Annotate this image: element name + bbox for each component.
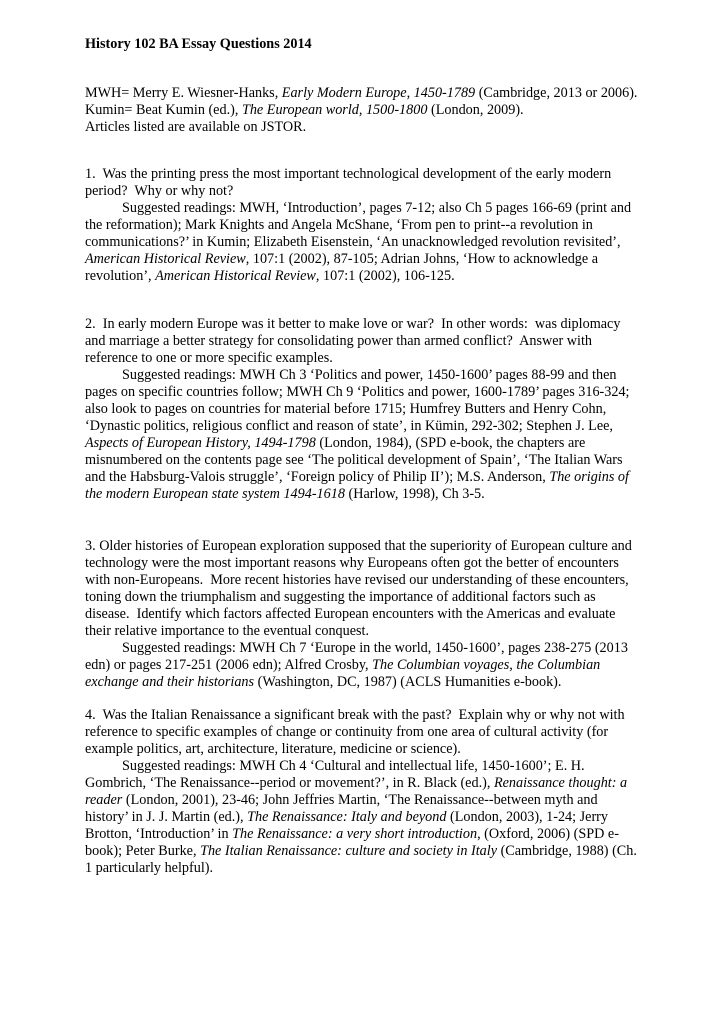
source-note-kumin: Kumin= Beat Kumin (ed.), The European world, 1500-1800 (London, 2009). (85, 102, 524, 118)
source-note-mwh: MWH= Merry E. Wiesner-Hanks, Early Modern Europe, 1450-1789 (Cambridge, 2013 or 2006). (85, 85, 638, 101)
question-4-text: 4. Was the Italian Renaissance a significant break with the past? Explain why or why not with reference to specific examples of change or continuity from one area of cultural activity (for example politics, art, architecture, literature, medicine or science). (85, 707, 629, 757)
question-block-3 (85, 538, 640, 691)
source-abbreviations-section (85, 85, 640, 136)
question-block-4 (85, 707, 640, 877)
question-2-suggested-readings: Suggested readings: MWH Ch 3 ‘Politics and power, 1450-1600’ pages 88-99 and then pages on specific countries follow; MWH Ch 9 ‘Politics and power, 1600-1789’ pages 316-324; also look to pages on countries for material before 1715; Humfrey Butters and Henry Cohn, ‘Dynastic politics, religious conflict and reason of state’, in Kümin, 292-302; Stephen J. Lee, Aspects of European History, 1494-1798 (London, 1984), (SPD e-book, the chapters are misnumbered on the contents page see ‘The political development of Spain’, ‘The Italian Wars and the Habsburg-Valois struggle’, ‘Foreign policy of Philip II’); M.S. Anderson, The origins of the modern European state system 1494-1618 (Harlow, 1998), Ch 3-5. (85, 367, 634, 502)
question-1-text: 1. Was the printing press the most important technological development of the early modern period? Why or why not? (85, 166, 615, 199)
document-title: History 102 BA Essay Questions 2014 (85, 36, 312, 52)
question-block-1 (85, 166, 640, 285)
question-3-text: 3. Older histories of European exploration supposed that the superiority of European culture and technology were the most important reasons why Europeans often got the better of encounters with non-Europeans. More recent histories have revised our understanding of these encounters, toning down the triumphalism and suggesting the importance of additional factors such as disease. Identify which factors affected European encounters with the Americas and evaluate their relative importance to the eventual conquest. (85, 538, 636, 639)
question-block-2 (85, 316, 640, 503)
question-1-suggested-readings: Suggested readings: MWH, ‘Introduction’, pages 7-12; also Ch 5 pages 166-69 (print and the reformation); Mark Knights and Angela McShane, ‘From pen to print--a revolution in communications?’ in Kumin; Elizabeth Eisenstein, ‘An unacknowledged revolution revisited’, American Historical Review, 107:1 (2002), 87-105; Adrian Johns, ‘How to acknowledge a revolution’, American Historical Review, 107:1 (2002), 106-125. (85, 200, 635, 284)
question-2-text: 2. In early modern Europe was it better to make love or war? In other words: was diplomacy and marriage a better strategy for consolidating power than armed conflict? Answer with reference to one or more specific examples. (85, 316, 624, 366)
source-note-jstor: Articles listed are available on JSTOR. (85, 119, 307, 135)
question-3-suggested-readings: Suggested readings: MWH Ch 7 ‘Europe in the world, 1450-1600’, pages 238-275 (2013 edn) or pages 217-251 (2006 edn); Alfred Crosby, The Columbian voyages, the Columbian exchange and their historians (Washington, DC, 1987) (ACLS Humanities e-book). (85, 640, 632, 690)
question-4-suggested-readings: Suggested readings: MWH Ch 4 ‘Cultural and intellectual life, 1450-1600’; E. H. Gombrich, ‘The Renaissance--period or movement?’, in R. Black (ed.), Renaissance thought: a reader (London, 2001), 23-46; John Jeffries Martin, ‘The Renaissance--between myth and history’ in J. J. Martin (ed.), The Renaissance: Italy and beyond (London, 2003), 1-24; Jerry Brotton, ‘Introduction’ in The Renaissance: a very short introduction, (Oxford, 2006) (SPD e-book); Peter Burke, The Italian Renaissance: culture and society in Italy (Cambridge, 1988) (Ch. 1 particularly helpful). (85, 758, 641, 876)
